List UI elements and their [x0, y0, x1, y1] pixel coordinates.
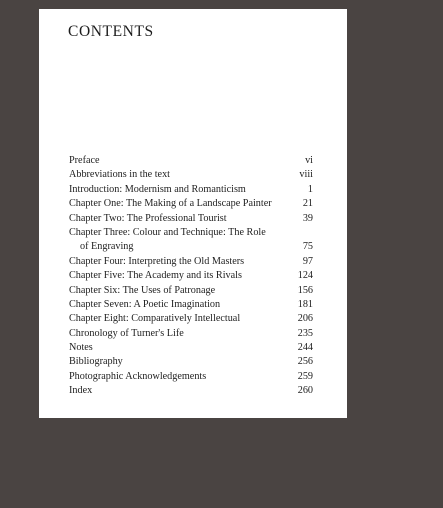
toc-entry-title: Chapter Six: The Uses of Patronage: [69, 284, 216, 296]
toc-entry-title: Chapter Four: Interpreting the Old Masters: [69, 255, 245, 267]
toc-entry-title: Chapter Five: The Academy and its Rivals: [69, 270, 242, 282]
toc-entry-introduction: [69, 183, 313, 197]
toc-entry-page: 244: [297, 342, 313, 354]
book-page: [39, 9, 347, 418]
toc-entry-chapter-five: [69, 269, 313, 283]
toc-entry-bibliography: [69, 355, 313, 369]
toc-entry-title: Chapter Seven: A Poetic Imagination: [69, 298, 221, 310]
toc-entry-chapter-four: [69, 255, 313, 269]
toc-entry-chapter-one: [69, 197, 313, 211]
toc-entry-title: Chapter Eight: Comparatively Intellectual: [69, 313, 241, 325]
toc-entry-page: 75: [302, 241, 313, 253]
toc-entry-title: Chapter Two: The Professional Tourist: [69, 212, 227, 224]
toc-entry-chapter-two: [69, 212, 313, 226]
toc-entry-page: 181: [297, 298, 313, 310]
toc-entry-title: Notes: [69, 342, 93, 354]
toc-entry-page: 235: [297, 327, 313, 339]
toc-entry-title-line-1: Chapter Three: Colour and Technique: The Role: [69, 226, 266, 238]
toc-entry-page: 260: [297, 385, 313, 397]
toc-entry-chapter-six: [69, 284, 313, 298]
toc-entry-title: Bibliography: [69, 356, 123, 368]
toc-entry-page: 156: [297, 284, 313, 296]
toc-entry-page: 1: [307, 183, 313, 195]
toc-entry-photographic-acknowledgements: [69, 370, 313, 384]
toc-entry-page: 124: [297, 270, 313, 282]
toc-entry-abbreviations: [69, 168, 313, 182]
toc-entry-title: Photographic Acknowledgements: [69, 370, 207, 382]
toc-entry-page: 97: [302, 255, 313, 267]
contents-heading: CONTENTS: [68, 23, 154, 40]
toc-entry-page: vi: [305, 154, 313, 166]
toc-entry-page: viii: [299, 169, 313, 181]
toc-entry-title: Chronology of Turner's Life: [69, 327, 184, 339]
toc-entry-page: 39: [302, 212, 313, 224]
toc-entry-notes: [69, 341, 313, 355]
toc-entry-title: Preface: [69, 154, 100, 166]
toc-entry-index: [69, 384, 313, 398]
toc-entry-title: Chapter One: The Making of a Landscape Painter: [69, 198, 272, 210]
toc-entry-title: Index: [69, 385, 93, 397]
toc-entry-chronology: [69, 327, 313, 341]
toc-entry-preface: [69, 154, 313, 168]
toc-entry-chapter-three: [69, 226, 313, 255]
toc-entry-page: 206: [297, 313, 313, 325]
toc-entry-chapter-eight: [69, 312, 313, 326]
toc-entry-page: 21: [302, 198, 313, 210]
toc-entry-chapter-seven: [69, 298, 313, 312]
toc-entry-title: Introduction: Modernism and Romanticism: [69, 183, 246, 195]
toc-entry-title: [69, 226, 266, 255]
toc-entry-page: 256: [297, 356, 313, 368]
table-of-contents: [69, 154, 313, 399]
toc-entry-title: Abbreviations in the text: [69, 169, 171, 181]
toc-entry-page: 259: [297, 370, 313, 382]
toc-entry-title-line-2: of Engraving: [80, 241, 134, 253]
